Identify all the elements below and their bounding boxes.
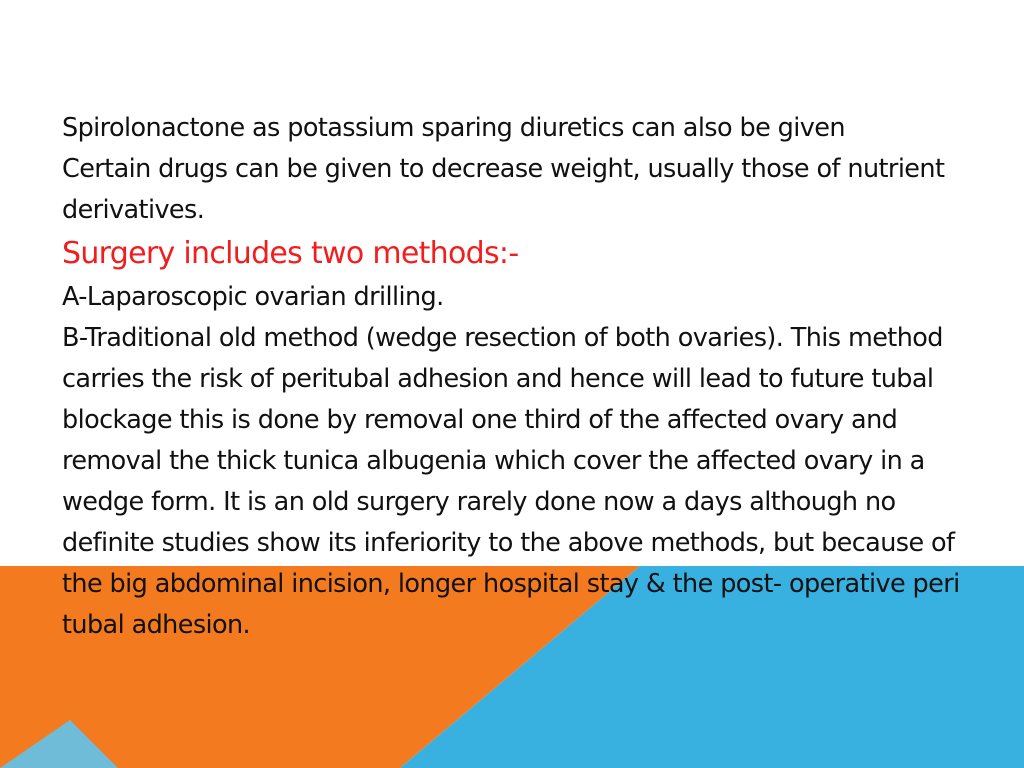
method-a-text: A-Laparoscopic ovarian drilling. <box>62 282 444 312</box>
slide-body <box>62 108 962 646</box>
paragraph-weight-drugs: Certain drugs can be given to decrease weight, usually those of nutrient derivatives. <box>62 154 945 225</box>
surgery-heading: Surgery includes two methods:- <box>62 236 519 271</box>
paragraph-spironolactone: Spirolonactone as potassium sparing diuretics can also be given <box>62 113 845 143</box>
method-b-text: B-Traditional old method (wedge resection of both ovaries). This method carries the risk of peritubal adhesion and hence will lead to future tubal blockage this is done by removal one third of the affected ovary and removal the thick tunica albugenia which cover the affected ovary in a wedge form. It is an old surgery rarely done now a days although no definite studies show its inferiority to the above methods, but because of the big abdominal incision, longer hospital stay & the post- operative peri tubal adhesion. <box>62 323 960 640</box>
